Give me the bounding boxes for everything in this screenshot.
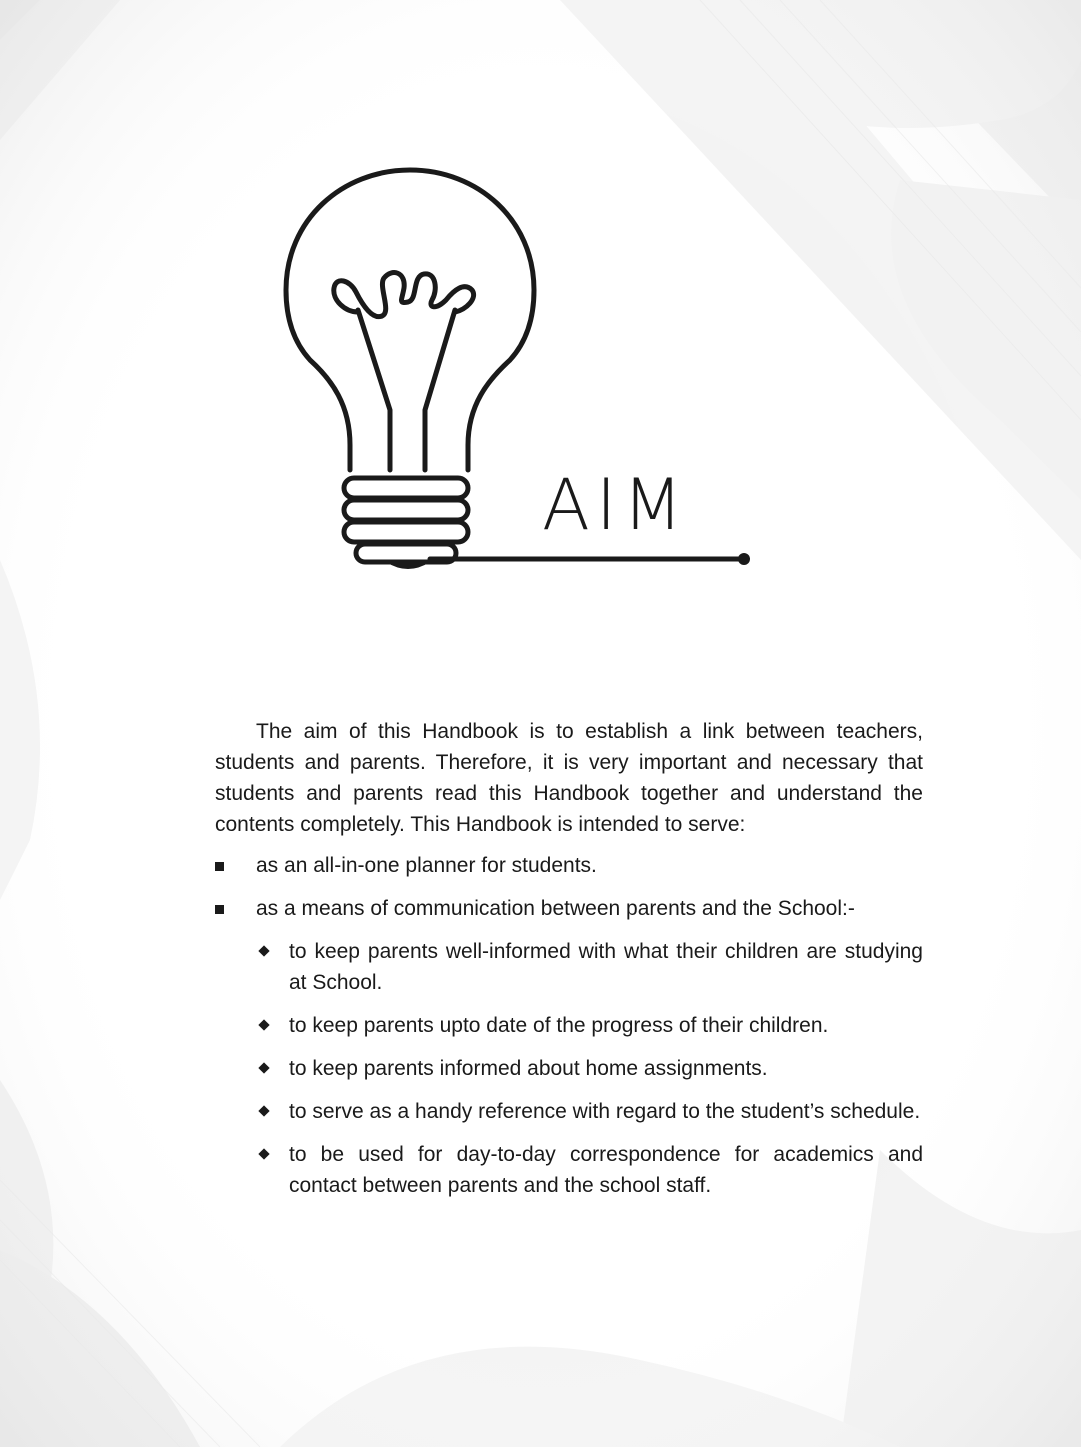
sub-list-item bbox=[256, 936, 923, 998]
list-item bbox=[215, 850, 923, 881]
sub-list-item bbox=[256, 1010, 923, 1041]
diamond-bullet-icon bbox=[258, 1105, 269, 1116]
purpose-list bbox=[215, 850, 923, 1201]
diamond-bullet-icon bbox=[258, 945, 269, 956]
sub-list-item-text: to keep parents informed about home assignments. bbox=[289, 1057, 768, 1080]
diamond-bullet-icon bbox=[258, 1019, 269, 1030]
list-item-text: as an all-in-one planner for students. bbox=[256, 854, 597, 877]
intro-paragraph: The aim of this Handbook is to establish a link between teachers, students and parents. Therefore, it is very important and necessary that students and parents read this Handbook together and understand the contents completely. This Handbook is intended to serve: bbox=[215, 720, 923, 836]
handbook-body bbox=[215, 716, 923, 1201]
square-bullet-icon bbox=[215, 862, 224, 871]
list-item bbox=[215, 893, 923, 1201]
lightbulb-icon bbox=[270, 160, 770, 580]
sub-list-item-text: to keep parents well-informed with what their children are studying at School. bbox=[289, 940, 923, 994]
communication-sublist bbox=[256, 936, 923, 1201]
sub-list-item bbox=[256, 1053, 923, 1084]
sub-list-item-text: to be used for day-to-day correspondence for academics and contact between parents and the school staff. bbox=[289, 1143, 923, 1197]
diamond-bullet-icon bbox=[258, 1148, 269, 1159]
page-title: AIM bbox=[542, 464, 689, 546]
list-item-text: as a means of communication between parents and the School:- bbox=[256, 897, 855, 920]
sub-list-item-text: to serve as a handy reference with regard to the student’s schedule. bbox=[289, 1100, 921, 1123]
diamond-bullet-icon bbox=[258, 1062, 269, 1073]
sub-list-item bbox=[256, 1096, 923, 1127]
sub-list-item bbox=[256, 1139, 923, 1201]
square-bullet-icon bbox=[215, 905, 224, 914]
sub-list-item-text: to keep parents upto date of the progress of their children. bbox=[289, 1014, 829, 1037]
